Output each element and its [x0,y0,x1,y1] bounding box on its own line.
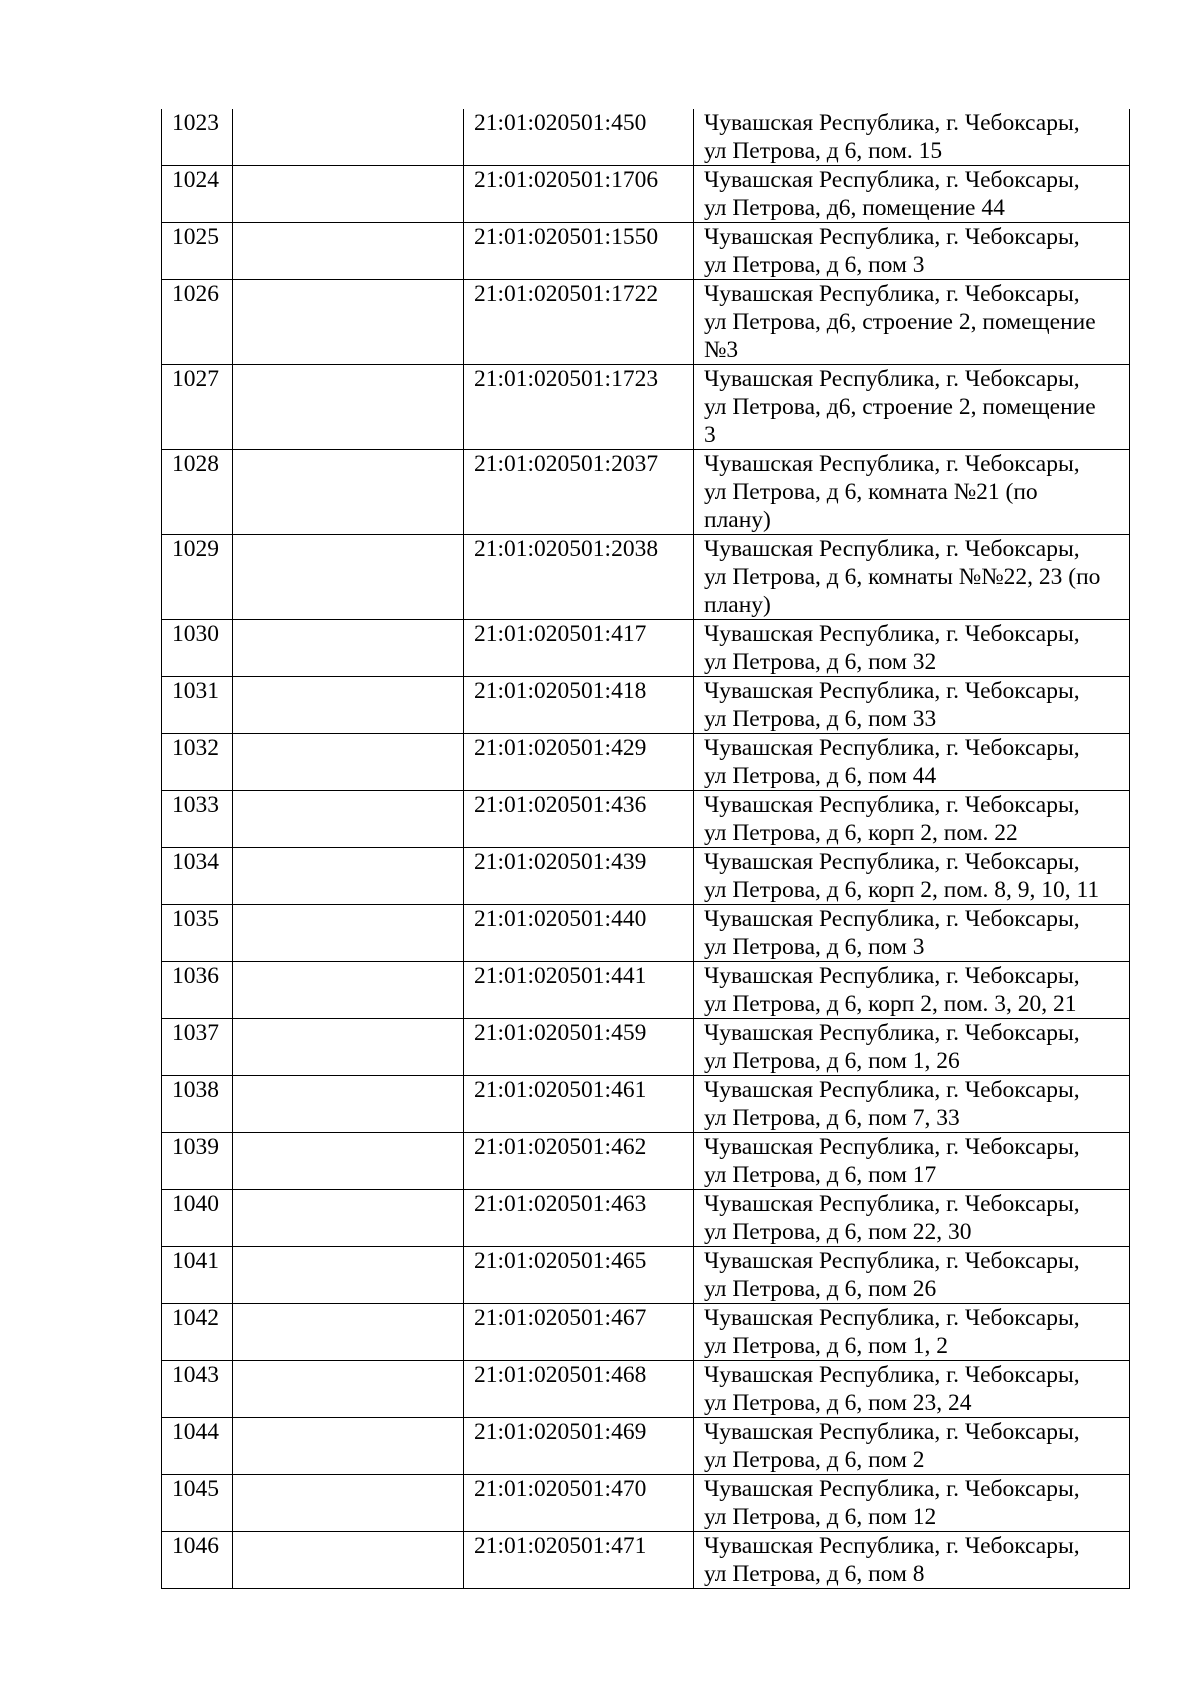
cadastral-number-cell: 21:01:020501:462 [464,1133,694,1190]
address-line: Чувашская Республика, г. Чебоксары, [704,281,1080,307]
empty-cell [233,450,464,535]
table-row [162,1532,1130,1589]
empty-cell [233,1361,464,1418]
cadastral-number-cell: 21:01:020501:463 [464,1190,694,1247]
row-number-cell: 1036 [162,962,233,1019]
address-line: Чувашская Республика, г. Чебоксары, [704,167,1080,193]
cadastral-number-cell: 21:01:020501:429 [464,734,694,791]
address-line: ул Петрова, д 6, пом 3 [704,252,925,278]
empty-cell [233,166,464,223]
row-number-cell: 1032 [162,734,233,791]
cadastral-number-cell: 21:01:020501:2038 [464,535,694,620]
cadastral-number-cell: 21:01:020501:1550 [464,223,694,280]
table-row [162,1475,1130,1532]
table-row [162,1361,1130,1418]
empty-cell [233,962,464,1019]
empty-cell [233,1133,464,1190]
cadastral-number-cell: 21:01:020501:440 [464,905,694,962]
table-row [162,620,1130,677]
address-cell [694,109,1130,166]
address-line: Чувашская Республика, г. Чебоксары, [704,1476,1080,1502]
table-row [162,848,1130,905]
empty-cell [233,535,464,620]
row-number-cell: 1034 [162,848,233,905]
address-cell [694,1190,1130,1247]
address-cell [694,535,1130,620]
empty-cell [233,109,464,166]
row-number-cell: 1044 [162,1418,233,1475]
empty-cell [233,1532,464,1589]
cadastral-number-cell: 21:01:020501:461 [464,1076,694,1133]
address-line: ул Петрова, д 6, пом 1, 26 [704,1048,960,1074]
table-row [162,166,1130,223]
row-number-cell: 1035 [162,905,233,962]
table-row [162,791,1130,848]
empty-cell [233,791,464,848]
empty-cell [233,1190,464,1247]
address-cell [694,1076,1130,1133]
cadastral-number-cell: 21:01:020501:469 [464,1418,694,1475]
cadastral-number-cell: 21:01:020501:450 [464,109,694,166]
cadastral-number-cell: 21:01:020501:418 [464,677,694,734]
address-line: плану) [704,507,771,533]
row-number-cell: 1025 [162,223,233,280]
table-row [162,1133,1130,1190]
address-line: Чувашская Республика, г. Чебоксары, [704,1134,1080,1160]
address-line: Чувашская Республика, г. Чебоксары, [704,678,1080,704]
address-line: ул Петрова, д 6, пом 2 [704,1447,925,1473]
address-line: Чувашская Республика, г. Чебоксары, [704,1191,1080,1217]
address-line: ул Петрова, д 6, комнаты №№22, 23 (по [704,564,1101,590]
address-cell [694,166,1130,223]
address-line: ул Петрова, д 6, пом 26 [704,1276,937,1302]
address-line: ул Петрова, д 6, пом 23, 24 [704,1390,972,1416]
row-number-cell: 1039 [162,1133,233,1190]
table-row [162,1019,1130,1076]
address-cell [694,905,1130,962]
address-line: Чувашская Республика, г. Чебоксары, [704,1419,1080,1445]
address-line: Чувашская Республика, г. Чебоксары, [704,849,1080,875]
address-line: Чувашская Республика, г. Чебоксары, [704,906,1080,932]
row-number-cell: 1046 [162,1532,233,1589]
address-line: ул Петрова, д 6, пом 12 [704,1504,937,1530]
empty-cell [233,1019,464,1076]
address-line: ул Петрова, д 6, пом 32 [704,649,937,675]
address-cell [694,1361,1130,1418]
cadastral-number-cell: 21:01:020501:459 [464,1019,694,1076]
address-line: ул Петрова, д 6, пом 8 [704,1561,925,1587]
cadastral-number-cell: 21:01:020501:470 [464,1475,694,1532]
row-number-cell: 1024 [162,166,233,223]
row-number-cell: 1042 [162,1304,233,1361]
address-line: ул Петрова, д 6, пом 7, 33 [704,1105,960,1131]
table-row [162,109,1130,166]
table-row [162,1418,1130,1475]
empty-cell [233,848,464,905]
address-line: ул Петрова, д 6, корп 2, пом. 8, 9, 10, 11 [704,877,1100,903]
property-register-table [161,109,1130,1589]
empty-cell [233,365,464,450]
address-line: ул Петрова, д6, строение 2, помещение [704,394,1096,420]
row-number-cell: 1043 [162,1361,233,1418]
address-line: №3 [704,337,739,363]
address-cell [694,734,1130,791]
address-line: Чувашская Республика, г. Чебоксары, [704,1362,1080,1388]
table-row [162,1190,1130,1247]
empty-cell [233,677,464,734]
row-number-cell: 1029 [162,535,233,620]
table-row [162,962,1130,1019]
cadastral-number-cell: 21:01:020501:417 [464,620,694,677]
table-row [162,535,1130,620]
empty-cell [233,1076,464,1133]
address-cell [694,223,1130,280]
address-line: ул Петрова, д 6, комната №21 (по [704,479,1038,505]
cadastral-number-cell: 21:01:020501:1722 [464,280,694,365]
address-cell [694,848,1130,905]
address-line: Чувашская Республика, г. Чебоксары, [704,224,1080,250]
address-line: ул Петрова, д6, помещение 44 [704,195,1005,221]
cadastral-number-cell: 21:01:020501:441 [464,962,694,1019]
address-line: Чувашская Республика, г. Чебоксары, [704,1248,1080,1274]
cadastral-number-cell: 21:01:020501:2037 [464,450,694,535]
address-line: ул Петрова, д 6, пом. 15 [704,138,943,164]
cadastral-number-cell: 21:01:020501:465 [464,1247,694,1304]
address-cell [694,677,1130,734]
address-cell [694,1475,1130,1532]
empty-cell [233,1304,464,1361]
address-line: Чувашская Республика, г. Чебоксары, [704,963,1080,989]
row-number-cell: 1028 [162,450,233,535]
row-number-cell: 1027 [162,365,233,450]
empty-cell [233,734,464,791]
cadastral-number-cell: 21:01:020501:468 [464,1361,694,1418]
address-line: ул Петрова, д 6, корп 2, пом. 3, 20, 21 [704,991,1077,1017]
row-number-cell: 1041 [162,1247,233,1304]
address-cell [694,620,1130,677]
cadastral-number-cell: 21:01:020501:471 [464,1532,694,1589]
table-row [162,677,1130,734]
empty-cell [233,620,464,677]
empty-cell [233,1418,464,1475]
cadastral-number-cell: 21:01:020501:436 [464,791,694,848]
address-cell [694,1133,1130,1190]
row-number-cell: 1040 [162,1190,233,1247]
cadastral-number-cell: 21:01:020501:439 [464,848,694,905]
empty-cell [233,905,464,962]
table-row [162,365,1130,450]
empty-cell [233,1475,464,1532]
row-number-cell: 1023 [162,109,233,166]
table-row [162,450,1130,535]
address-cell [694,962,1130,1019]
address-line: Чувашская Республика, г. Чебоксары, [704,366,1080,392]
row-number-cell: 1037 [162,1019,233,1076]
row-number-cell: 1031 [162,677,233,734]
cadastral-number-cell: 21:01:020501:1723 [464,365,694,450]
address-line: Чувашская Республика, г. Чебоксары, [704,1020,1080,1046]
row-number-cell: 1026 [162,280,233,365]
address-line: Чувашская Республика, г. Чебоксары, [704,735,1080,761]
address-cell [694,1247,1130,1304]
table-row [162,1247,1130,1304]
address-line: ул Петрова, д 6, пом 44 [704,763,937,789]
address-line: Чувашская Республика, г. Чебоксары, [704,451,1080,477]
address-line: ул Петрова, д 6, пом 3 [704,934,925,960]
address-cell [694,1418,1130,1475]
table-row [162,1076,1130,1133]
address-line: Чувашская Республика, г. Чебоксары, [704,1533,1080,1559]
address-cell [694,1304,1130,1361]
empty-cell [233,1247,464,1304]
cadastral-number-cell: 21:01:020501:1706 [464,166,694,223]
address-line: Чувашская Республика, г. Чебоксары, [704,621,1080,647]
address-line: ул Петрова, д 6, пом 33 [704,706,937,732]
row-number-cell: 1045 [162,1475,233,1532]
row-number-cell: 1038 [162,1076,233,1133]
address-line: ул Петрова, д 6, пом 1, 2 [704,1333,948,1359]
address-line: ул Петрова, д 6, пом 17 [704,1162,937,1188]
address-cell [694,280,1130,365]
table-row [162,905,1130,962]
address-line: Чувашская Республика, г. Чебоксары, [704,110,1080,136]
address-line: Чувашская Республика, г. Чебоксары, [704,792,1080,818]
address-line: ул Петрова, д 6, пом 22, 30 [704,1219,972,1245]
address-cell [694,365,1130,450]
address-line: ул Петрова, д6, строение 2, помещение [704,309,1096,335]
table-row [162,223,1130,280]
empty-cell [233,280,464,365]
address-line: 3 [704,422,716,448]
address-line: плану) [704,592,771,618]
address-line: Чувашская Республика, г. Чебоксары, [704,1305,1080,1331]
address-cell [694,450,1130,535]
row-number-cell: 1033 [162,791,233,848]
table-row [162,1304,1130,1361]
cadastral-number-cell: 21:01:020501:467 [464,1304,694,1361]
row-number-cell: 1030 [162,620,233,677]
address-line: Чувашская Республика, г. Чебоксары, [704,536,1080,562]
register-table-body [162,109,1130,1589]
address-cell [694,791,1130,848]
table-row [162,734,1130,791]
address-cell [694,1532,1130,1589]
address-cell [694,1019,1130,1076]
address-line: ул Петрова, д 6, корп 2, пом. 22 [704,820,1018,846]
address-line: Чувашская Республика, г. Чебоксары, [704,1077,1080,1103]
empty-cell [233,223,464,280]
table-row [162,280,1130,365]
